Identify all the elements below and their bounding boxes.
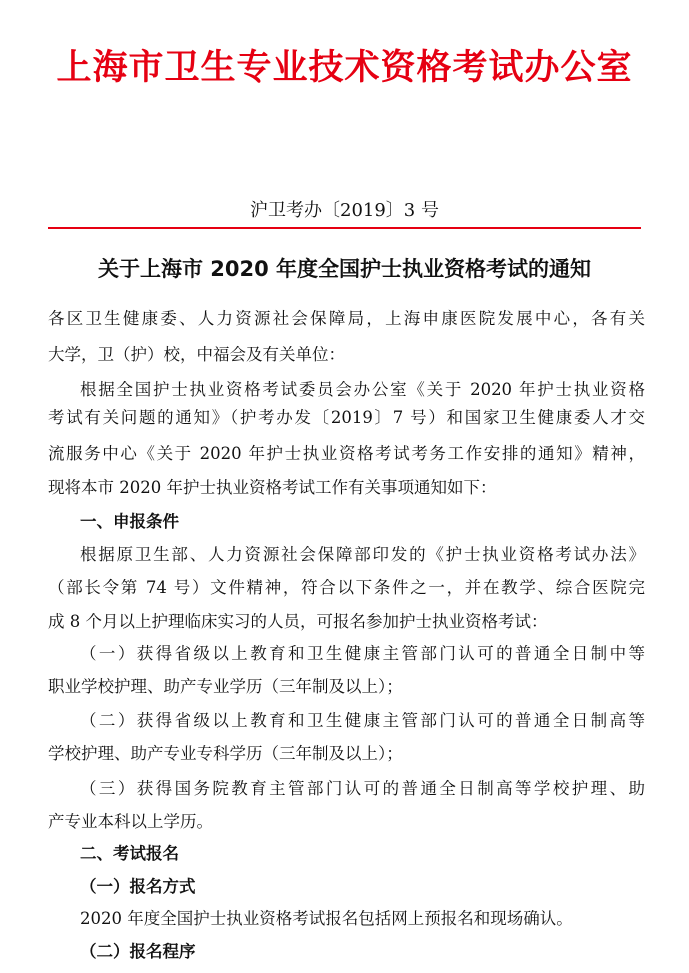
body-line: 各区卫生健康委、人力资源社会保障局，上海申康医院发展中心，各有关 [48,309,645,328]
subsection-heading: （二）报名程序 [80,942,196,961]
body-line: （部长令第 74 号）文件精神，符合以下条件之一，并在教学、综合医院完 [48,578,645,597]
body-line: （一）获得省级以上教育和卫生健康主管部门认可的普通全日制中等 [80,644,645,663]
document-number: 沪卫考办〔2019〕3 号 [250,200,439,221]
body-line: 学校护理、助产专业专科学历（三年制及以上）； [48,744,403,763]
body-line: 成 8 个月以上护理临床实习的人员，可报名参加护士执业资格考试： [48,612,548,631]
subsection-heading: （一）报名方式 [80,877,196,896]
body-line: 根据全国护士执业资格考试委员会办公室《关于 2020 年护士执业资格 [80,380,645,399]
notice-title: 关于上海市 2020 年度全国护士执业资格考试的通知 [97,257,592,281]
body-line: 根据原卫生部、人力资源社会保障部印发的《护士执业资格考试办法》 [80,545,645,564]
section-heading: 二、考试报名 [80,844,179,863]
body-line: 大学，卫（护）校，中福会及有关单位： [48,345,345,364]
body-line: 流服务中心《关于 2020 年护士执业资格考试考务工作安排的通知》精神， [48,444,645,463]
body-line: 现将本市 2020 年护士执业资格考试工作有关事项通知如下： [48,478,497,497]
body-line: （三）获得国务院教育主管部门认可的普通全日制高等学校护理、助 [80,779,645,798]
body-line: 职业学校护理、助产专业学历（三年制及以上）； [48,677,403,696]
body-line: （二）获得省级以上教育和卫生健康主管部门认可的普通全日制高等 [80,711,645,730]
body-line: 产专业本科以上学历。 [48,812,213,831]
header-divider [48,227,641,229]
issuer-header: 上海市卫生专业技术资格考试办公室 [56,48,633,88]
body-line: 考试有关问题的通知》（护考办发〔2019〕7 号）和国家卫生健康委人才交 [48,408,645,427]
section-heading: 一、申报条件 [80,512,179,531]
body-line: 2020 年度全国护士执业资格考试报名包括网上预报名和现场确认。 [80,909,573,928]
